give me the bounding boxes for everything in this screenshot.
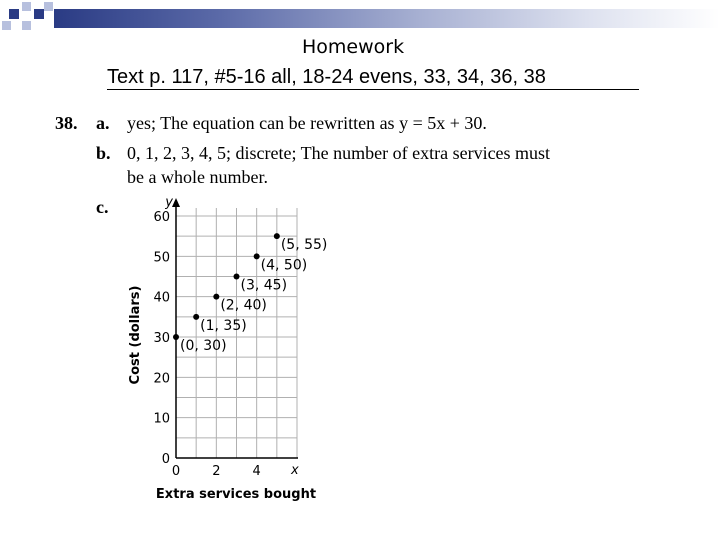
y-tick-label: 60 — [153, 210, 170, 225]
x-tick-label: 4 — [252, 464, 261, 479]
data-point-label: (0, 30) — [180, 338, 227, 354]
data-point — [193, 314, 199, 320]
part-b-text-line2: be a whole number. — [127, 167, 268, 187]
data-point-label: (2, 40) — [220, 297, 267, 314]
data-point — [274, 233, 280, 239]
y-tick-label: 20 — [153, 371, 170, 387]
data-point-label: (5, 55) — [280, 237, 328, 254]
y-tick-label: 10 — [153, 411, 170, 427]
data-point — [254, 253, 260, 259]
y-tick-label: 40 — [153, 290, 170, 306]
part-b-text-line1: 0, 1, 2, 3, 4, 5; discrete; The number of extra services must — [127, 143, 551, 163]
y-axis-symbol: y — [165, 195, 173, 210]
y-tick-label: 30 — [153, 331, 170, 346]
data-point — [173, 334, 179, 340]
y-axis-arrow — [172, 198, 180, 207]
data-point-label: (1, 35) — [200, 317, 247, 334]
slide-title: Homework — [302, 36, 405, 58]
part-a-label: a. — [96, 113, 110, 133]
assignment-text: Text p. 117, #5-16 all, 18-24 evens, 33, 34, 36, 38 — [107, 66, 546, 88]
x-axis-symbol: x — [291, 463, 299, 478]
x-tick-label: 2 — [212, 464, 221, 479]
part-a-text: yes; The equation can be rewritten as y = 5x + 30. — [127, 113, 487, 133]
x-tick-label: 0 — [171, 464, 181, 479]
y-tick-label: 0 — [161, 452, 170, 467]
data-point — [234, 274, 240, 280]
data-point-label: (3, 45) — [240, 277, 288, 294]
x-axis-label: Extra services bought — [155, 487, 317, 502]
problem-number: 38. — [55, 113, 78, 133]
y-axis-label: Cost (dollars) — [128, 285, 143, 385]
part-c-label: c. — [96, 197, 109, 217]
data-point-label: (4, 50) — [260, 257, 308, 274]
data-point — [213, 294, 219, 300]
part-b-label: b. — [96, 143, 111, 163]
y-tick-label: 50 — [153, 250, 170, 266]
